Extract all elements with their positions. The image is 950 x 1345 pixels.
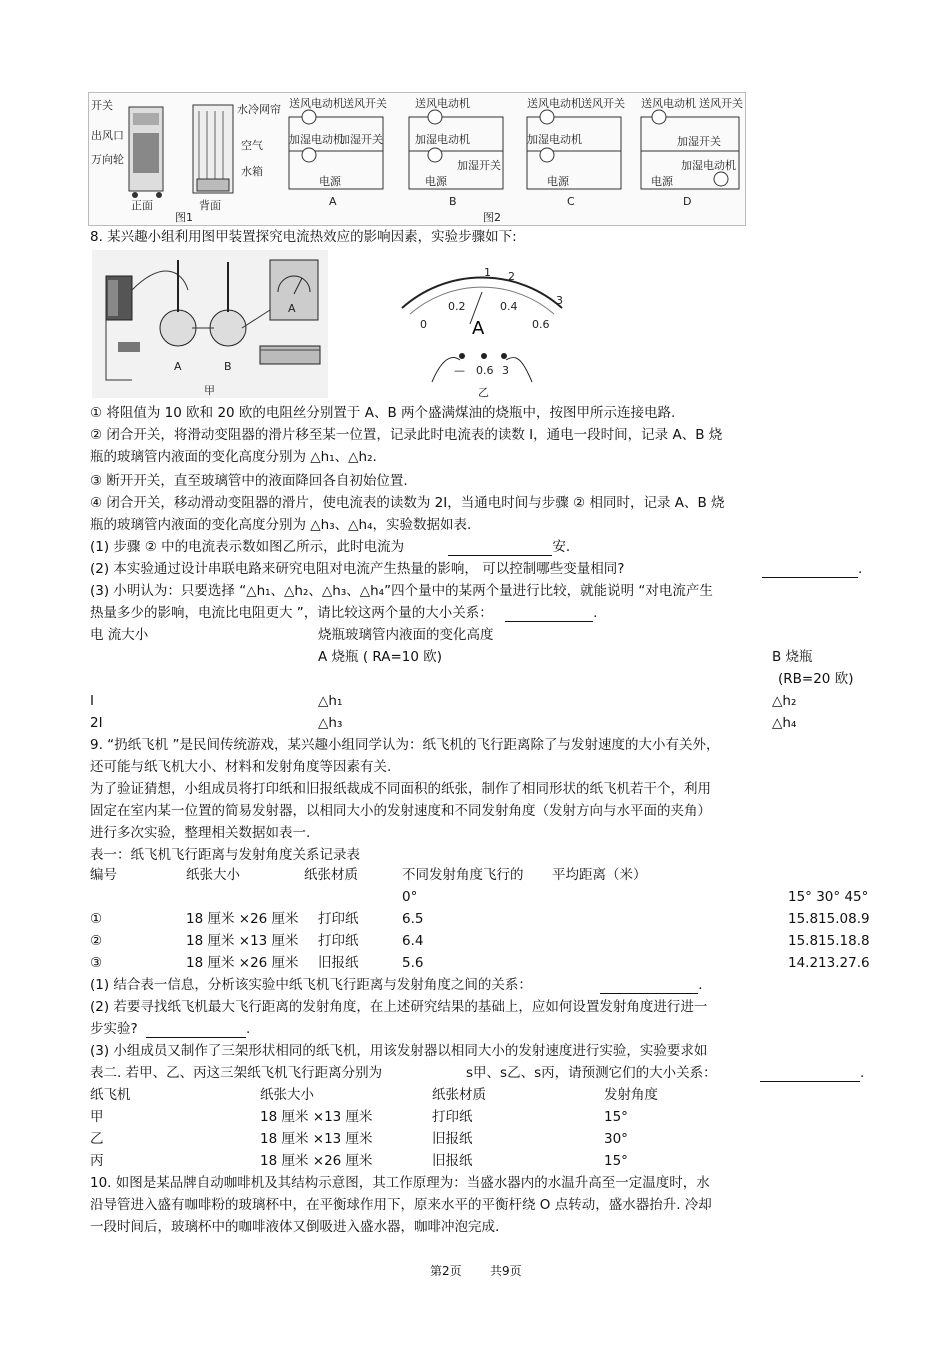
q9-table1-angle-0: 0° — [402, 889, 418, 905]
q9-table2-header-angle: 发射角度 — [604, 1087, 658, 1103]
q8-sub3-line1: (3) 小明认为：只要选择 “△h₁、△h₂、△h₃、△h₄”四个量中的某两个量进行比较，就能说明 “对电流产生 — [90, 583, 713, 599]
q9-sub3-vars: s甲、s乙、s丙，请预测它们的大小关系： — [466, 1065, 717, 1081]
circuit-d-label-power: 电源 — [651, 175, 673, 188]
fig1-caption: 图1 — [175, 211, 193, 224]
q9-sub3-answer: . — [760, 1064, 864, 1082]
q8-table-header-change: 烧瓶玻璃管内液面的变化高度 — [318, 627, 494, 643]
q9-table2-row2-angle: 30° — [604, 1131, 628, 1147]
flask-b-label: B — [224, 360, 232, 373]
q9-line-2: 还可能与纸飞机大小、材料和发射角度等因素有关. — [90, 759, 392, 775]
q8-sub3-text: 热量多少的影响，电流比电阻更大 ”，请比较这两个量的大小关系： — [90, 605, 493, 621]
ammeter-drawing — [392, 262, 570, 398]
q8-sub3-line2: 热量多少的影响，电流比电阻更大 ”，请比较这两个量的大小关系： . — [90, 605, 598, 621]
circuit-a-option: A — [329, 195, 337, 208]
q8-row2-b: △h₄ — [772, 715, 797, 731]
q9-table1-row2-size: 18 厘米 ×13 厘米 — [186, 933, 299, 949]
circuit-c-label-fan-switch: 送风开关 — [581, 97, 625, 110]
q9-table1-header-distance-2: 平均距离（米） — [552, 867, 647, 883]
q10-line-3: 一段时间后，玻璃杯中的咖啡液体又倒吸进入盛水器，咖啡冲泡完成. — [90, 1219, 500, 1235]
q9-sub2-answer-blank[interactable] — [146, 1023, 246, 1038]
scale-0-4: 0.4 — [500, 300, 518, 313]
q9-table2-header-size: 纸张大小 — [260, 1087, 314, 1103]
fig1-label-wheel: 万向轮 — [91, 153, 124, 166]
fig1-label-back: 背面 — [199, 199, 221, 212]
q9-table1-row2-id: ② — [90, 933, 103, 949]
q8-row2-current: 2I — [90, 715, 103, 731]
q9-table2-row3-angle: 15° — [604, 1153, 628, 1169]
q8-table-header-b1: B 烧瓶 — [772, 649, 813, 665]
q8-step-2: ② 闭合开关，将滑动变阻器的滑片移至某一位置，记录此时电流表的读数 I，通电一段时间，记录 A、B 烧 — [90, 427, 723, 443]
q9-sub2-line2: 步实验? . — [90, 1021, 251, 1037]
footer-total-pages: 共9页 — [490, 1264, 522, 1278]
fig1-label-net: 水冷网帘 — [237, 103, 281, 116]
flask-a-label: A — [174, 360, 182, 373]
fig1-label-outlet: 出风口 — [91, 129, 124, 142]
svg-text:A: A — [288, 302, 296, 315]
circuit-d-label-humid-switch: 加湿开关 — [677, 135, 721, 148]
q8-table-header-b2: (RB=20 欧) — [778, 671, 854, 687]
q9-table2-row3-material: 旧报纸 — [432, 1153, 473, 1169]
q9-table1-row3-d0: 5.6 — [402, 955, 424, 971]
circuit-a-label-power: 电源 — [319, 175, 341, 188]
q9-table2-row1-angle: 15° — [604, 1109, 628, 1125]
q8-step-4-cont: 瓶的玻璃管内液面的变化高度分别为 △h₃、△h₄，实验数据如表. — [90, 517, 472, 533]
figure-appliance-circuits — [88, 92, 746, 226]
q8-sub3-answer-blank[interactable] — [505, 607, 593, 622]
q9-table1-row1-rest: 15.815.08.9 — [788, 911, 870, 927]
fig1-label-front: 正面 — [131, 199, 153, 212]
q8-sub2-answer-blank[interactable] — [762, 563, 858, 578]
scale-0-2: 0.2 — [448, 300, 466, 313]
q8-step-4: ④ 闭合开关，移动滑动变阻器的滑片，使电流表的读数为 2I，当通电时间与步骤 ② 相同时，记录 A、B 烧 — [90, 495, 725, 511]
q9-table2-header-material: 纸张材质 — [432, 1087, 486, 1103]
q8-row1-b: △h₂ — [772, 693, 797, 709]
q8-row2-a: △h₃ — [318, 715, 343, 731]
circuit-c-label-humid-motor: 加湿电动机 — [527, 133, 582, 146]
q9-table1-row3-rest: 14.213.27.6 — [788, 955, 870, 971]
circuit-c-option: C — [567, 195, 575, 208]
q8-sub2: (2) 本实验通过设计串联电路来研究电阻对电流产生热量的影响， 可以控制哪些变量相同? — [90, 561, 625, 577]
terminal-0-6: 0.6 — [476, 364, 494, 377]
q9-sub3-line1: (3) 小组成员又制作了三架形状相同的纸飞机，用该发射器以相同大小的发射速度进行实验，实验要求如 — [90, 1043, 708, 1059]
q8-table-header-a: A 烧瓶 ( RA=10 欧) — [318, 649, 442, 665]
q9-table1-row1-material: 打印纸 — [318, 911, 359, 927]
circuit-b-label-humid-switch: 加湿开关 — [457, 159, 501, 172]
circuit-d-label-fan-switch: 送风开关 — [699, 97, 743, 110]
circuit-a-label-fan-motor: 送风电动机 — [289, 97, 344, 110]
q9-sub1-answer-blank[interactable] — [600, 979, 698, 994]
q8-intro: 8. 某兴趣小组利用图甲装置探究电流热效应的影响因素，实验步骤如下: — [90, 229, 517, 245]
q9-table1-row3-material: 旧报纸 — [318, 955, 359, 971]
circuit-b-option: B — [449, 195, 457, 208]
figure-yi-ammeter — [392, 262, 570, 398]
q9-sub1-text: (1) 结合表一信息，分析该实验中纸飞机飞行距离与发射角度之间的关系： — [90, 977, 532, 993]
q9-table2-row2-size: 18 厘米 ×13 厘米 — [260, 1131, 373, 1147]
scale-0-6: 0.6 — [532, 318, 550, 331]
q9-table1-row1-size: 18 厘米 ×26 厘米 — [186, 911, 299, 927]
q9-line-3: 为了验证猜想，小组成员将打印纸和旧报纸裁成不同面积的纸张，制作了相同形状的纸飞机若干个，利用 — [90, 781, 711, 797]
q9-table1-header-distance-1: 不同发射角度飞行的 — [402, 867, 524, 883]
q9-table1-row2-material: 打印纸 — [318, 933, 359, 949]
circuit-b-label-power: 电源 — [425, 175, 447, 188]
circuit-c-label-power: 电源 — [547, 175, 569, 188]
scale-3: 3 — [556, 294, 563, 307]
circuit-a-label-fan-switch: 送风开关 — [343, 97, 387, 110]
footer-page-number: 第2页 — [430, 1264, 462, 1278]
q8-row1-current: I — [90, 693, 94, 709]
q9-table2-row1-material: 打印纸 — [432, 1109, 473, 1125]
q8-table-header-current: 电 流大小 — [90, 627, 149, 643]
q9-sub3-answer-blank[interactable] — [760, 1067, 860, 1082]
ammeter-unit: A — [472, 318, 485, 339]
q9-table1-header-id: 编号 — [90, 867, 117, 883]
scale-2: 2 — [508, 270, 515, 283]
q9-sub3-line2: 表二. 若甲、乙、丙这三架纸飞机飞行距离分别为 — [90, 1065, 383, 1081]
appliance-circuits-drawing — [89, 93, 745, 225]
q9-table1-header-material: 纸张材质 — [304, 867, 358, 883]
q9-table1-row2-rest: 15.815.18.8 — [788, 933, 870, 949]
terminal-3: 3 — [502, 364, 509, 377]
scale-0: 0 — [420, 318, 427, 331]
q9-table2-row2-plane: 乙 — [90, 1131, 104, 1147]
q8-row1-a: △h₁ — [318, 693, 343, 709]
apparatus-drawing — [92, 250, 328, 398]
q9-table2-row3-plane: 丙 — [90, 1153, 104, 1169]
q9-sub2-line1: (2) 若要寻找纸飞机最大飞行距离的发射角度，在上述研究结果的基础上，应如何设置发射角度进行进一 — [90, 999, 708, 1015]
q9-table1-angles-rest: 15° 30° 45° — [788, 889, 869, 905]
circuit-d-label-humid-motor: 加湿电动机 — [681, 159, 736, 172]
circuit-a-label-humid-motor: 加湿电动机 — [289, 133, 344, 146]
q9-table1-row3-id: ③ — [90, 955, 103, 971]
circuit-d-option: D — [683, 195, 692, 208]
circuit-b-label-fan-motor: 送风电动机 — [415, 97, 470, 110]
q9-line-4: 固定在室内某一位置的简易发射器，以相同大小的发射速度和不同发射角度（发射方向与水平面的夹角） — [90, 803, 711, 819]
q9-table2-header-plane: 纸飞机 — [90, 1087, 131, 1103]
q9-table1-row2-d0: 6.4 — [402, 933, 424, 949]
q10-line-2: 沿导管进入盛有咖啡粉的玻璃杯中，在平衡球作用下，原来水平的平衡杆绕 O 点转动，盛水器抬升. 冷却 — [90, 1197, 712, 1213]
q8-sub1-unit: 安. — [552, 539, 571, 555]
q9-table1-row1-id: ① — [90, 911, 103, 927]
circuit-c-label-fan-motor: 送风电动机 — [527, 97, 582, 110]
q8-step-3: ③ 断开开关，直至玻璃管中的液面降回各自初始位置. — [90, 473, 408, 489]
fig2-caption: 图2 — [483, 211, 501, 224]
q9-sub2-text: 步实验? — [90, 1021, 138, 1037]
fig-jia-caption: 甲 — [204, 384, 215, 397]
q8-sub1-answer-blank[interactable] — [448, 541, 552, 556]
q9-table1-title: 表一：纸飞机飞行距离与发射角度关系记录表 — [90, 847, 360, 863]
scale-1: 1 — [484, 266, 491, 279]
q8-sub1 — [90, 538, 570, 556]
fig1-label-switch: 开关 — [91, 99, 113, 112]
q9-line-5: 进行多次实验，整理相关数据如表一. — [90, 825, 311, 841]
q9-table2-row1-size: 18 厘米 ×13 厘米 — [260, 1109, 373, 1125]
q9-sub1: (1) 结合表一信息，分析该实验中纸飞机飞行距离与发射角度之间的关系： . — [90, 977, 703, 993]
q9-table2-row3-size: 18 厘米 ×26 厘米 — [260, 1153, 373, 1169]
fig-yi-caption: 乙 — [478, 386, 489, 398]
q8-step-2-cont: 瓶的玻璃管内液面的变化高度分别为 △h₁、△h₂. — [90, 449, 377, 465]
q9-table1-header-size: 纸张大小 — [186, 867, 240, 883]
q9-line-1: 9. “扔纸飞机 ”是民间传统游戏，某兴趣小组同学认为：纸飞机的飞行距离除了与发射速度的大小有关外， — [90, 737, 720, 753]
figure-jia-apparatus — [92, 250, 328, 398]
fig1-label-air: 空气 — [241, 139, 263, 152]
fig1-label-tank: 水箱 — [241, 165, 263, 178]
circuit-d-label-fan-motor: 送风电动机 — [641, 97, 696, 110]
q9-table1-row3-size: 18 厘米 ×26 厘米 — [186, 955, 299, 971]
circuit-a-label-humid-switch: 加湿开关 — [339, 133, 383, 146]
q9-table2-row1-plane: 甲 — [90, 1109, 104, 1125]
circuit-b-label-humid-motor: 加湿电动机 — [415, 133, 470, 146]
q8-sub1-text: (1) 步骤 ② 中的电流表示数如图乙所示，此时电流为 — [90, 539, 405, 555]
q10-line-1: 10. 如图是某品牌自动咖啡机及其结构示意图，其工作原理为：当盛水器内的水温升高至一定温度时，水 — [90, 1175, 710, 1191]
terminal-minus: — — [454, 364, 465, 377]
q9-table2-row2-material: 旧报纸 — [432, 1131, 473, 1147]
q8-sub2-answer: . — [762, 560, 862, 578]
q9-table1-row1-d0: 6.5 — [402, 911, 424, 927]
q8-step-1: ① 将阻值为 10 欧和 20 欧的电阻丝分别置于 A、B 两个盛满煤油的烧瓶中，按图甲所示连接电路. — [90, 405, 676, 421]
